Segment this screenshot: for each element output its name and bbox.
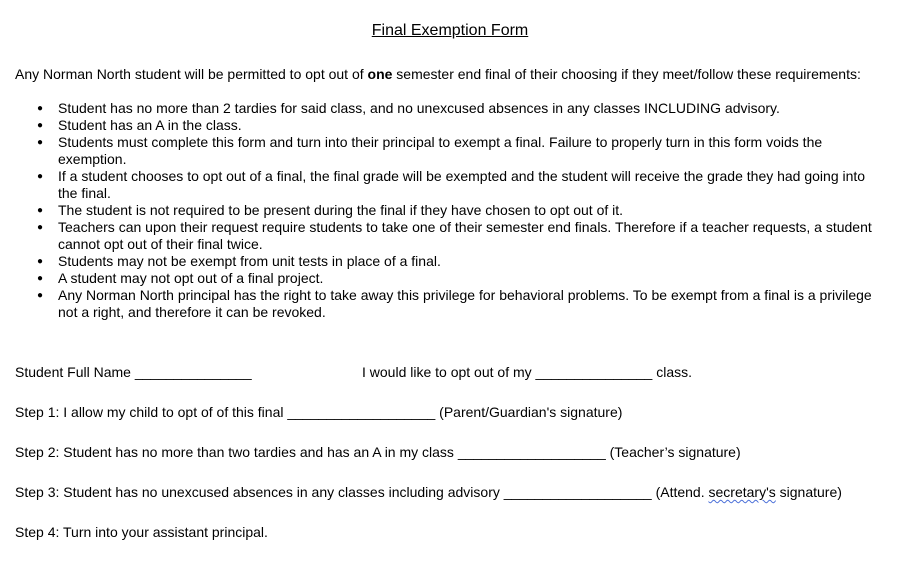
intro-text-start: Any Norman North student will be permitted to opt out of (15, 66, 368, 82)
step-3-text: Step 3: Student has no unexcused absences in any classes including advisory ___________________ (Attend. (15, 484, 709, 500)
list-item: ● Any Norman North principal has the right to take away this privilege for behavioral problems. To be exempt from a final is a privilege not a right, and therefore it can be revoked. (15, 287, 885, 321)
intro-paragraph (15, 66, 885, 83)
list-item: ● If a student chooses to opt out of a final, the final grade will be exempted and the student will receive the grade they had going into the final. (15, 168, 885, 202)
step-3-text-end: signature) (775, 484, 842, 500)
intro-bold-word: one (367, 66, 393, 82)
list-item: ● The student is not required to be present during the final if they have chosen to opt out of it. (15, 202, 885, 219)
list-item: ● Student has no more than 2 tardies for said class, and no unexcused absences in any classes INCLUDING advisory. (15, 100, 885, 117)
requirements-list (15, 100, 885, 321)
intro-text-end: semester end final of their choosing if they meet/follow these requirements: (392, 66, 861, 82)
form-title: Final Exemption Form (371, 22, 529, 39)
student-name-line: Student Full Name _______________ (15, 364, 252, 380)
list-item: ● A student may not opt out of a final project. (15, 270, 885, 287)
step-3-line (15, 484, 842, 501)
step-1-line: Step 1: I allow my child to opt of of this final ___________________ (Parent/Guardian's signature) (15, 404, 623, 420)
opt-out-class-line: I would like to opt out of my _______________ class. (362, 364, 692, 380)
spellcheck-word: secretary's (708, 484, 776, 500)
list-item: ● Teachers can upon their request require students to take one of their semester end finals. Therefore if a teacher requests, a student cannot opt out of their final twice. (15, 219, 885, 253)
list-item: ● Student has an A in the class. (15, 117, 885, 134)
step-2-line: Step 2: Student has no more than two tardies and has an A in my class ___________________ (Teacher’s signature) (15, 444, 741, 460)
step-4-line: Step 4: Turn into your assistant principal. (15, 524, 268, 540)
list-item: ● Students must complete this form and turn into their principal to exempt a final. Failure to properly turn in this form voids the exemption. (15, 134, 885, 168)
list-item: ● Students may not be exempt from unit tests in place of a final. (15, 253, 885, 270)
